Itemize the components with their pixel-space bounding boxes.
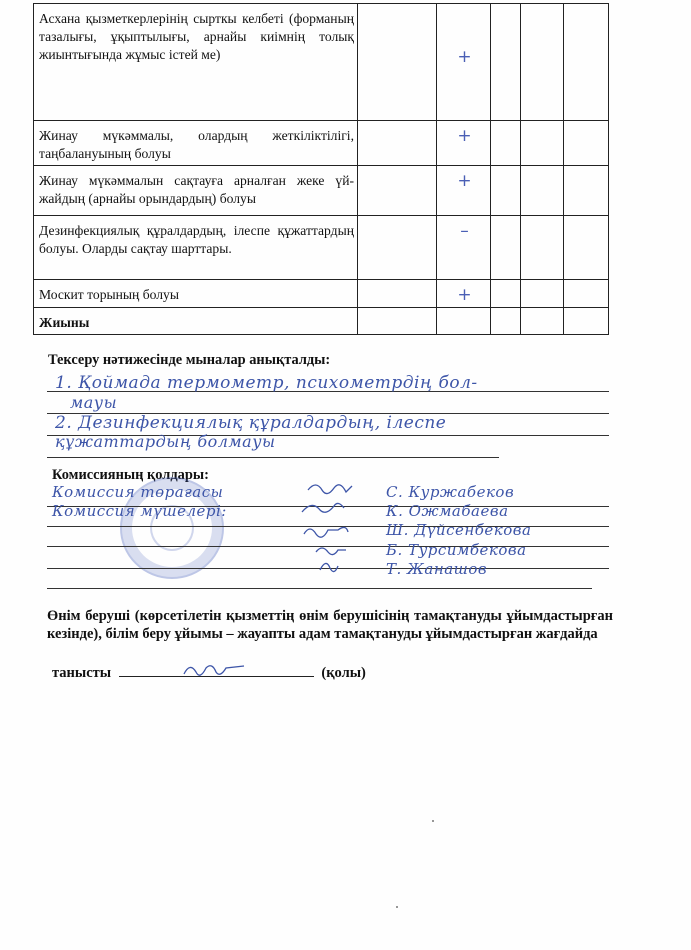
signer-name: К. Ожмабаева — [386, 502, 509, 520]
criteria-cell: Москит торының болуы — [34, 280, 358, 308]
table-row — [34, 216, 609, 280]
handwritten-signatures — [300, 478, 390, 578]
findings-heading: Тексеру нәтижесінде мыналар анықталды: — [48, 352, 331, 368]
findings-line — [47, 391, 609, 414]
handwritten-mark: + — [437, 121, 491, 166]
handwritten-mark: + — [437, 280, 491, 308]
signer-name: Б. Турсимбекова — [386, 541, 527, 559]
handwritten-mark: + — [437, 166, 491, 216]
table-row — [34, 121, 609, 166]
ack-suffix: (қолы) — [321, 665, 366, 681]
producer-paragraph: Өнім беруші (көрсетілетін қызметтің өнім берушісінің тамақтануды ұйымдастырған кезінде), білім беру ұйымы – жауапты адам тамақтануды ұйымдастырған жағдайда — [47, 608, 613, 642]
signer-role: Комиссия мүшелері: — [52, 502, 227, 520]
criteria-cell: Жинау мүкәммалы, олардың жеткіліктілігі, таңбалануының болуы — [34, 121, 358, 166]
signatures-heading: Комиссияның қолдары: — [52, 467, 209, 483]
table-row-total — [34, 308, 609, 335]
criteria-cell: Жинау мүкәммалын сақтауға арналған жеке үй-жайдың (арнайы орындардың) болуы — [34, 166, 358, 216]
finding-text: 1. Қоймада термометр, психометрдің бол- — [55, 373, 478, 393]
handwritten-signature — [180, 660, 250, 680]
finding-text: құжаттардың болмауы — [55, 432, 276, 451]
total-label: Жиыны — [34, 308, 358, 335]
checklist-table — [33, 3, 609, 335]
finding-text: 2. Дезинфекциялық құралдардың, ілеспе — [55, 413, 447, 433]
signer-name: Ш. Дүйсенбекова — [386, 521, 532, 539]
scan-speck — [432, 820, 434, 822]
table-row — [34, 166, 609, 216]
handwritten-mark: + — [437, 4, 491, 121]
table-row — [34, 280, 609, 308]
handwritten-mark: – — [437, 216, 491, 280]
finding-text: мауы — [70, 393, 118, 412]
table-row — [34, 4, 609, 121]
ack-label: танысты — [52, 665, 112, 681]
signer-role: Комиссия төрағасы — [52, 483, 224, 501]
scan-speck — [396, 906, 398, 908]
criteria-cell: Дезинфекциялық құралдардың, ілеспе құжаттардың болуы. Оларды сақтау шарттары. — [34, 216, 358, 280]
criteria-cell: Асхана қызметкерлерінің сырткы келбеті (форманың тазалығы, ұқыптылығы, арнайы киімнің толық жиынтығында жұмыс істей ме) — [34, 4, 358, 121]
signer-name: С. Куржабеков — [386, 483, 515, 501]
signer-name: Т. Жанашов — [386, 560, 488, 578]
